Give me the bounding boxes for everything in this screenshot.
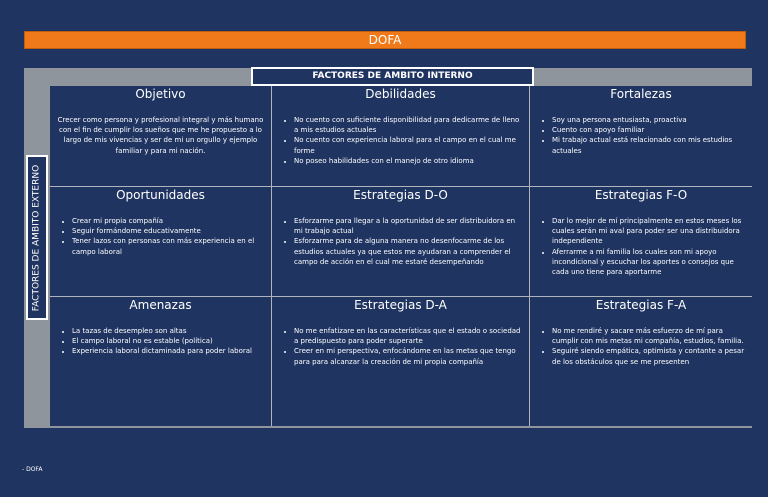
cell-fortalezas (530, 86, 752, 187)
amenazas-heading: Amenazas (129, 298, 192, 312)
list-item: • No poseo habilidades con el manejo de otro idioma (294, 156, 523, 166)
cell-debilidades (272, 86, 530, 187)
estrategias-do-heading: Estrategias D-O (353, 188, 448, 202)
oportunidades-heading: Oportunidades (116, 188, 205, 202)
list-item: • Soy una persona entusiasta, proactiva (552, 115, 746, 125)
list-item: • No me rendiré y sacare más esfuerzo de mí para cumplir con mis metas mi compañía, estudios, familia. (552, 326, 746, 346)
estrategias-do-list (278, 216, 523, 267)
fortalezas-heading: Fortalezas (610, 87, 672, 101)
list-item: • Creer en mi perspectiva, enfocándome en las metas que tengo para para alcanzar la creación de mi propia compañía (294, 346, 523, 366)
list-item: • Mi trabajo actual está relacionado con mis estudios actuales (552, 135, 746, 155)
list-item: • Cuento con apoyo familiar (552, 125, 746, 135)
external-factors-label (26, 155, 48, 320)
estrategias-da-list (278, 326, 523, 367)
dofa-grid (50, 86, 752, 426)
cell-estrategias-fa (530, 297, 752, 426)
list-item: • La tazas de desempleo son altas (72, 326, 265, 336)
debilidades-list (278, 115, 523, 166)
list-item: • No me enfatizare en las características que el estado o sociedad a predispuesto para poder superarte (294, 326, 523, 346)
estrategias-fo-list (536, 216, 746, 277)
list-item: • Seguiré siendo empática, optimista y contante a pesar de los obstáculos que se me presenten (552, 346, 746, 366)
list-item: • Tener lazos con personas con más experiencia en el campo laboral (72, 236, 265, 256)
estrategias-fa-heading: Estrategias F-A (595, 298, 687, 312)
list-item: • Seguir formándome educativamente (72, 226, 265, 236)
oportunidades-list (56, 216, 265, 257)
amenazas-list (56, 326, 265, 357)
list-item: • No cuento con suficiente disponibilidad para dedicarme de lleno a mis estudios actuales (294, 115, 523, 135)
estrategias-fo-heading: Estrategias F-O (594, 188, 688, 202)
cell-estrategias-da (272, 297, 530, 426)
objetivo-text: Crecer como persona y profesional integral y más humano con el fin de cumplir los sueños que me he propuesto a lo largo de mis vivencias y ser de mi un orgullo y ejemplo familiar y para mi nación. (57, 116, 264, 155)
estrategias-da-heading: Estrategias D-A (354, 298, 447, 312)
page-title: DOFA (24, 31, 746, 49)
cell-estrategias-do (272, 187, 530, 297)
list-item: • El campo laboral no es estable (política) (72, 336, 265, 346)
list-item: • Esforzarme para llegar a la oportunidad de ser distribuidora en mi trabajo actual (294, 216, 523, 236)
objetivo-heading: Objetivo (135, 87, 186, 101)
cell-amenazas (50, 297, 272, 426)
list-item: • Esforzarme para de alguna manera no desenfocarme de los estudios actuales ya que estos me ayudaran a comprender el campo de acción en el cual me estaré desempeñando (294, 236, 523, 267)
internal-factors-label (251, 67, 534, 86)
internal-factors-text: FACTORES DE AMBITO INTERNO (253, 69, 532, 84)
estrategias-fa-list (536, 326, 746, 367)
external-factors-text: FACTORES DE AMBITO EXTERNO (31, 164, 42, 311)
list-item: • No cuento con experiencia laboral para el campo en el cual me forme (294, 135, 523, 155)
list-item: • Aferrarme a mi familia los cuales son mi apoyo incondicional y escuchar los aportes o consejos que cada uno tiene para aportarme (552, 247, 746, 278)
fortalezas-list (536, 115, 746, 156)
debilidades-heading: Debilidades (365, 87, 436, 101)
list-item: • Experiencia laboral dictaminada para poder laboral (72, 346, 265, 356)
cell-estrategias-fo (530, 187, 752, 297)
footer-note: - DOFA (22, 466, 43, 473)
cell-objetivo (50, 86, 272, 187)
cell-oportunidades (50, 187, 272, 297)
list-item: • Crear mi propia compañía (72, 216, 265, 226)
list-item: • Dar lo mejor de mí principalmente en estos meses los cuales serán mi aval para poder ser una distribuidora independiente (552, 216, 746, 247)
